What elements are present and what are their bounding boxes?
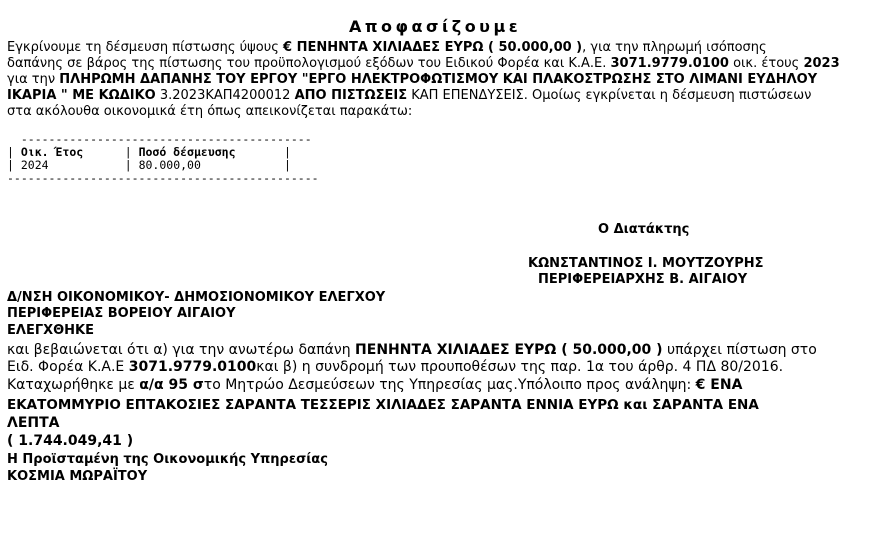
kae-code: 3071.9779.0100 [610, 56, 729, 71]
finance-line-1: και βεβαιώνεται ότι α) για την ανωτέρω δαπάνη ΠΕΝΗΝΤΑ ΧΙΛΙΑΔΕΣ ΕΥΡΩ ( 50.000,00 ) υπάρχει πίστωση στο [7, 342, 817, 358]
header-year: Οικ. Έτος [20, 145, 84, 159]
decision-line-3: για την ΠΛΗΡΩΜΗ ΔΑΠΑΝΗΣ ΤΟΥ ΕΡΓΟΥ "ΕΡΓΟ ΗΛΕΚΤΡΟΦΩΤΙΣΜΟΥ ΚΑΙ ΠΛΑΚΟΣΤΡΩΣΗΣ ΣΤΟ ΛΙΜΑΝΙ ΕΥΔΗΛΟΥ [7, 72, 818, 87]
finance-head-name: ΚΟΣΜΙΑ ΜΩΡΑΪΤΟΥ [7, 469, 148, 484]
finance-line-2: Ειδ. Φορέα Κ.Α.Ε 3071.9779.0100και β) η συνδρομή των προυποθέσων της παρ. 1α του άρθρ. 4 ΠΔ 80/2016. [7, 359, 784, 375]
project-code: 3.2023ΚΑΠ4200012 [155, 88, 295, 103]
finance-line-5: ΛΕΠΤΑ [7, 415, 60, 431]
row-year: 2024 [20, 158, 49, 172]
table-rule-bottom: --------------------------------------------- [7, 171, 319, 185]
document-title: Αποφασίζουμε [349, 17, 522, 36]
finance-dept-line-1: Δ/ΝΣΗ ΟΙΚΟΝΟΜΙΚΟΥ- ΔΗΜΟΣΙΟΝΟΜΙΚΟΥ ΕΛΕΓΧΟΥ [7, 290, 386, 305]
row-amount: 80.000,00 [138, 158, 201, 172]
signer-name: ΚΩΝΣΤΑΝΤΙΝΟΣ Ι. ΜΟΥΤΖΟΥΡΗΣ [528, 256, 764, 271]
remaining-balance: ( 1.744.049,41 ) [7, 433, 134, 449]
table-rule-top: ------------------------------------------ [20, 132, 312, 146]
finance-amount: ΠΕΝΗΝΤΑ ΧΙΛΙΑΔΕΣ ΕΥΡΩ ( 50.000,00 ) [355, 342, 663, 358]
commitment-table [7, 120, 319, 198]
signer-role: Ο Διατάκτης [598, 222, 690, 237]
signer-position: ΠΕΡΙΦΕΡΕΙΑΡΧΗΣ Β. ΑΙΓΑΙΟΥ [538, 272, 748, 287]
commitment-amount: € ΠΕΝΗΝΤΑ ΧΙΛΙΑΔΕΣ ΕΥΡΩ ( 50.000,00 ) [283, 40, 583, 55]
decision-line-2: δαπάνης σε βάρος της πίστωσης του προϋπολογισμού εξόδων του Ειδικού Φορέα και Κ.Α.Ε. 3071.9779.0100 οικ. έτους 2023 [7, 56, 840, 71]
header-amount: Ποσό δέσμευσης [138, 145, 236, 159]
checked-label: ΕΛΕΓΧΘΗΚΕ [7, 323, 95, 338]
decision-line-1: Εγκρίνουμε τη δέσμευση πίστωσης ύψους € ΠΕΝΗΝΤΑ ΧΙΛΙΑΔΕΣ ΕΥΡΩ ( 50.000,00 ), για την πληρωμή ισόποσης [7, 40, 767, 55]
fiscal-year: 2023 [803, 56, 840, 71]
finance-dept-line-2: ΠΕΡΙΦΕΡΕΙΑΣ ΒΟΡΕΙΟΥ ΑΙΓΑΙΟΥ [7, 306, 236, 321]
registry-number: α/α 95 σ [139, 377, 204, 393]
finance-kae: 3071.9779.0100 [128, 359, 257, 375]
table-header-row: | Οικ. Έτος | Ποσό δέσμευσης | [7, 145, 291, 159]
decision-line-4: ΙΚΑΡΙΑ " ΜΕ ΚΩΔΙΚΟ 3.2023ΚΑΠ4200012 ΑΠΟ ΠΙΣΤΩΣΕΙΣ ΚΑΠ ΕΠΕΝΔΥΣΕΙΣ. Ομοίως εγκρίνεται η δέσμευση πιστώσεων [7, 88, 812, 103]
finance-line-4: ΕΚΑΤΟΜΜΥΡΙΟ ΕΠΤΑΚΟΣΙΕΣ ΣΑΡΑΝΤΑ ΤΕΣΣΕΡΙΣ ΧΙΛΙΑΔΕΣ ΣΑΡΑΝΤΑ ΕΝΝΙΑ ΕΥΡΩ και ΣΑΡΑΝΤΑ ΕΝΑ [7, 397, 759, 413]
table-row: | 2024 | 80.000,00 | [7, 158, 291, 172]
finance-line-3: Καταχωρήθηκε με α/α 95 στο Μητρώο Δεσμεύσεων της Υπηρεσίας μας.Υπόλοιπο προς ανάληψη: € ΕΝΑ [7, 377, 743, 393]
decision-line-5: στα ακόλουθα οικονομικά έτη όπως απεικονίζεται παρακάτω: [7, 104, 413, 119]
finance-head-title: Η Προϊσταμένη της Οικονομικής Υπηρεσίας [7, 452, 328, 467]
project-title: ΠΛΗΡΩΜΗ ΔΑΠΑΝΗΣ ΤΟΥ ΕΡΓΟΥ "ΕΡΓΟ ΗΛΕΚΤΡΟΦΩΤΙΣΜΟΥ ΚΑΙ ΠΛΑΚΟΣΤΡΩΣΗΣ ΣΤΟ ΛΙΜΑΝΙ ΕΥΔΗΛΟΥ [59, 72, 818, 87]
